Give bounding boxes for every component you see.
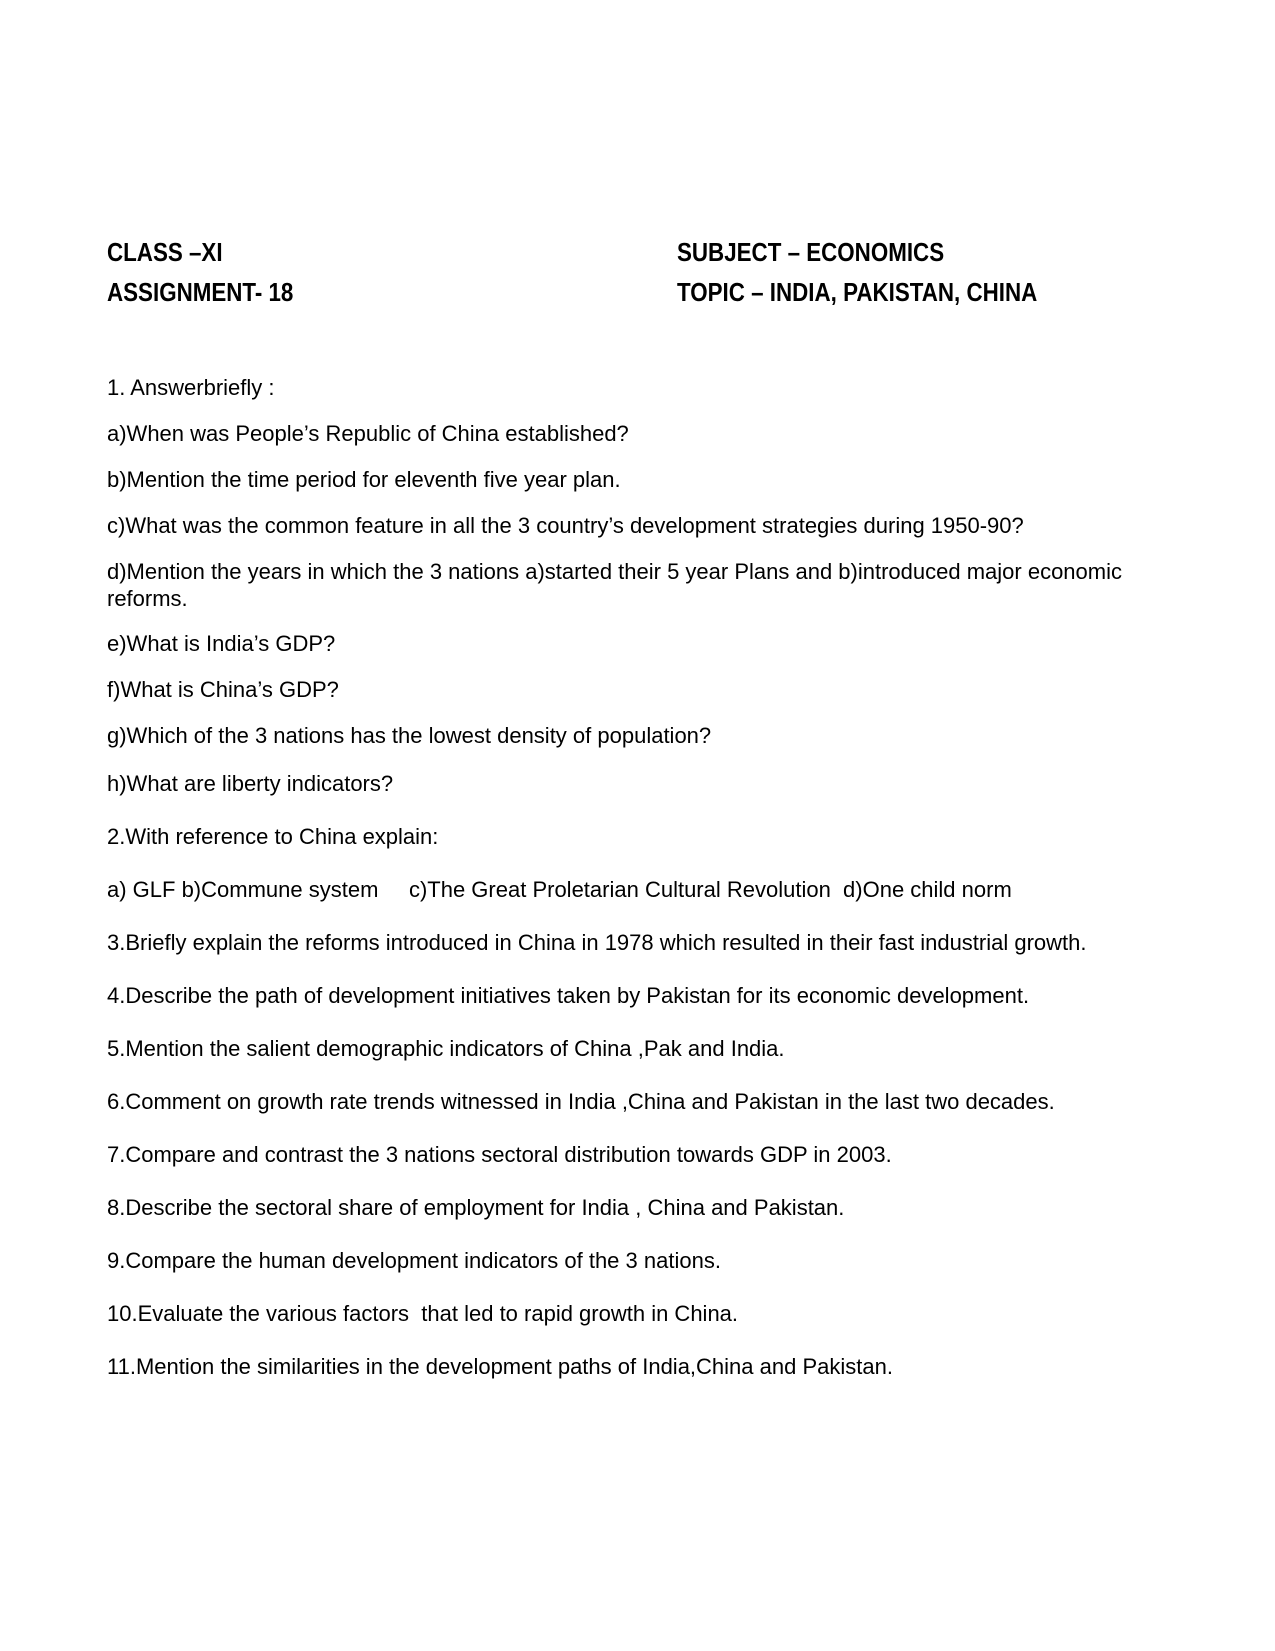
question-1-part-a: a)When was People’s Republic of China established? [107,421,629,446]
question-2-text: 2.With reference to China explain: [107,824,439,849]
question-2-parts: a) GLF b)Commune system c)The Great Proletarian Cultural Revolution d)One child norm [107,877,1012,902]
question-1 [107,374,1168,797]
question-10: 10.Evaluate the various factors that led to rapid growth in China. [107,1301,739,1326]
question-1-part-g: g)Which of the 3 nations has the lowest density of population? [107,723,712,748]
assignment-number: ASSIGNMENT- 18 [107,277,294,307]
question-1-part-f: f)What is China’s GDP? [107,677,339,702]
question-1-part-e: e)What is India’s GDP? [107,631,336,656]
question-8: 8.Describe the sectoral share of employment for India , China and Pakistan. [107,1195,845,1220]
questions-list [107,374,1168,1380]
question-1-part-h: h)What are liberty indicators? [107,771,394,796]
question-2 [107,823,1168,903]
question-1-part-d: d)Mention the years in which the 3 nations a)started their 5 year Plans and b)introduced major economic reforms. [107,559,1129,611]
question-1-part-c: c)What was the common feature in all the 3 country’s development strategies during 1950-90? [107,513,1024,538]
question-1-text: 1. Answerbriefly : [107,375,275,400]
question-3: 3.Briefly explain the reforms introduced in China in 1978 which resulted in their fast industrial growth. [107,930,1087,955]
question-6: 6.Comment on growth rate trends witnessed in India ,China and Pakistan in the last two decades. [107,1089,1055,1114]
class-label: CLASS –XI [107,237,223,267]
question-11: 11.Mention the similarities in the development paths of India,China and Pakistan. [107,1354,893,1379]
question-9: 9.Compare the human development indicators of the 3 nations. [107,1248,721,1273]
subject-label: SUBJECT – ECONOMICS [677,237,945,267]
question-4: 4.Describe the path of development initiatives taken by Pakistan for its economic development. [107,983,1030,1008]
question-7: 7.Compare and contrast the 3 nations sectoral distribution towards GDP in 2003. [107,1142,892,1167]
question-1-part-b: b)Mention the time period for eleventh five year plan. [107,467,621,492]
question-5: 5.Mention the salient demographic indicators of China ,Pak and India. [107,1036,785,1061]
topic-label: TOPIC – INDIA, PAKISTAN, CHINA [677,277,1038,307]
